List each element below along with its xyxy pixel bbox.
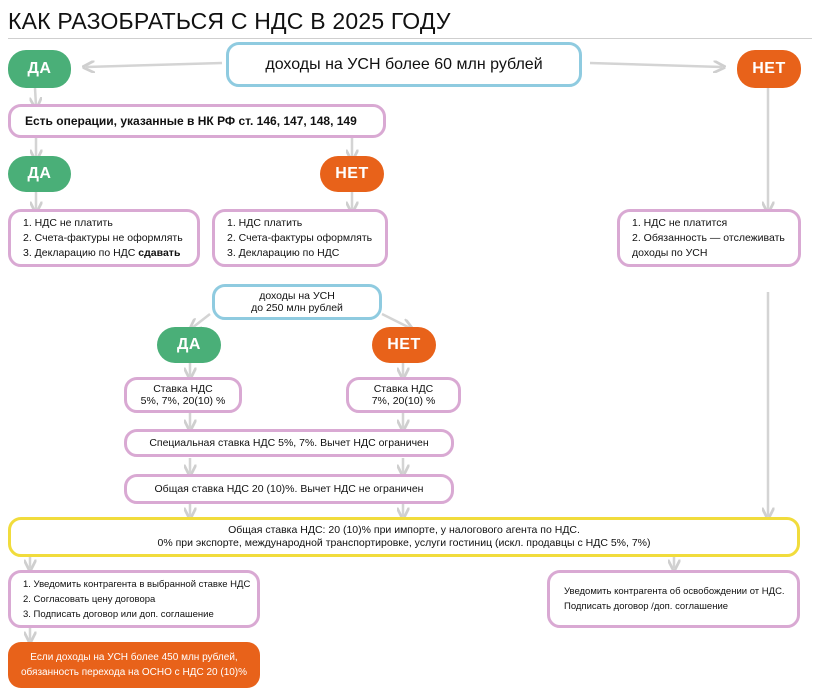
top-yes-badge	[8, 50, 71, 88]
rate-yes-box	[124, 377, 242, 413]
list-item: 2. Счета-фактуры оформлять	[227, 231, 373, 244]
income-250-question	[212, 284, 382, 320]
list-item: 2. Обязанность — отслеживать	[632, 231, 785, 244]
list-item: доходы по УСН	[632, 246, 708, 259]
ops-yes-label: ДА	[27, 165, 52, 182]
question-line: до 250 млн рублей	[251, 302, 343, 314]
rate-line: 7%, 20(10) %	[371, 395, 436, 407]
rate-line: 5%, 7%, 20(10) %	[140, 395, 226, 407]
top-yes-label: ДА	[27, 60, 52, 77]
list-item: Подписать договор /доп. соглашение	[564, 601, 729, 612]
ops-no-label: НЕТ	[335, 165, 369, 182]
rate-line: Ставка НДС	[153, 383, 213, 395]
income-yes-label: ДА	[177, 336, 201, 353]
list-item	[23, 246, 180, 261]
notify-exempt-box	[547, 570, 800, 628]
page-title: КАК РАЗОБРАТЬСЯ С НДС В 2025 ГОДУ	[8, 8, 451, 34]
list-item: 2. Согласовать цену договора	[23, 593, 156, 605]
special-rate-text: Специальная ставка НДС 5%, 7%. Вычет НДС ограничен	[149, 436, 429, 449]
general-rate-detail-box	[8, 517, 800, 557]
arrow-250-to-yes	[192, 314, 210, 328]
arrow-top-to-no	[590, 63, 722, 67]
list-item: 2. Счета-фактуры не оформлять	[23, 231, 183, 244]
not-over-60-list	[617, 209, 801, 267]
income-no-label: НЕТ	[387, 336, 421, 353]
general-rate-box	[124, 474, 454, 504]
yes-ops-list	[8, 209, 200, 267]
rate-line: Ставка НДС	[373, 383, 434, 395]
ops-yes-badge	[8, 156, 71, 192]
list-item: Уведомить контрагента об освобождении от НДС.	[564, 586, 785, 597]
top-question-text: доходы на УСН более 60 млн рублей	[265, 56, 543, 73]
list-item-emphasis: сдавать	[138, 246, 181, 259]
special-rate-box	[124, 429, 454, 457]
list-item-text: 3. Декларацию по НДС	[23, 246, 139, 259]
general-rate-text: Общая ставка НДС 20 (10)%. Вычет НДС не ограничен	[154, 482, 424, 495]
question-line: доходы на УСН	[259, 290, 335, 302]
rate-no-box	[346, 377, 461, 413]
detail-line: Общая ставка НДС: 20 (10)% при импорте, у налогового агента по НДС.	[228, 524, 580, 536]
list-item: 1. НДС не платить	[23, 216, 113, 229]
osno-warning-box	[8, 642, 260, 688]
arrow-top-to-yes	[86, 63, 222, 67]
ops-no-badge	[320, 156, 384, 192]
arrow-250-to-no	[382, 314, 410, 328]
income-no-badge	[372, 327, 436, 363]
operations-question-text: Есть операции, указанные в НК РФ ст. 146, 147, 148, 149	[25, 113, 357, 128]
income-yes-badge	[157, 327, 221, 363]
warning-line: обязанность перехода на ОСНО с НДС 20 (10)%	[20, 667, 248, 678]
list-item: 3. Подписать договор или доп. соглашение	[23, 608, 214, 620]
list-item: 3. Декларацию по НДС	[227, 246, 340, 259]
list-item: 1. НДС платить	[227, 216, 303, 229]
list-item: 1. Уведомить контрагента в выбранной ставке НДС	[23, 578, 251, 590]
top-no-label: НЕТ	[752, 60, 786, 77]
warning-line: Если доходы на УСН более 450 млн рублей,	[30, 652, 238, 663]
detail-line: 0% при экспорте, международной транспортировке, услуги гостиниц (искл. продавцы с НДС 5%, 7%)	[157, 537, 651, 549]
operations-question-box	[8, 104, 386, 138]
list-item: 1. НДС не платится	[632, 216, 728, 229]
top-no-badge	[737, 50, 801, 88]
no-ops-list	[212, 209, 388, 267]
notify-list	[8, 570, 260, 628]
top-question-box	[226, 42, 582, 87]
